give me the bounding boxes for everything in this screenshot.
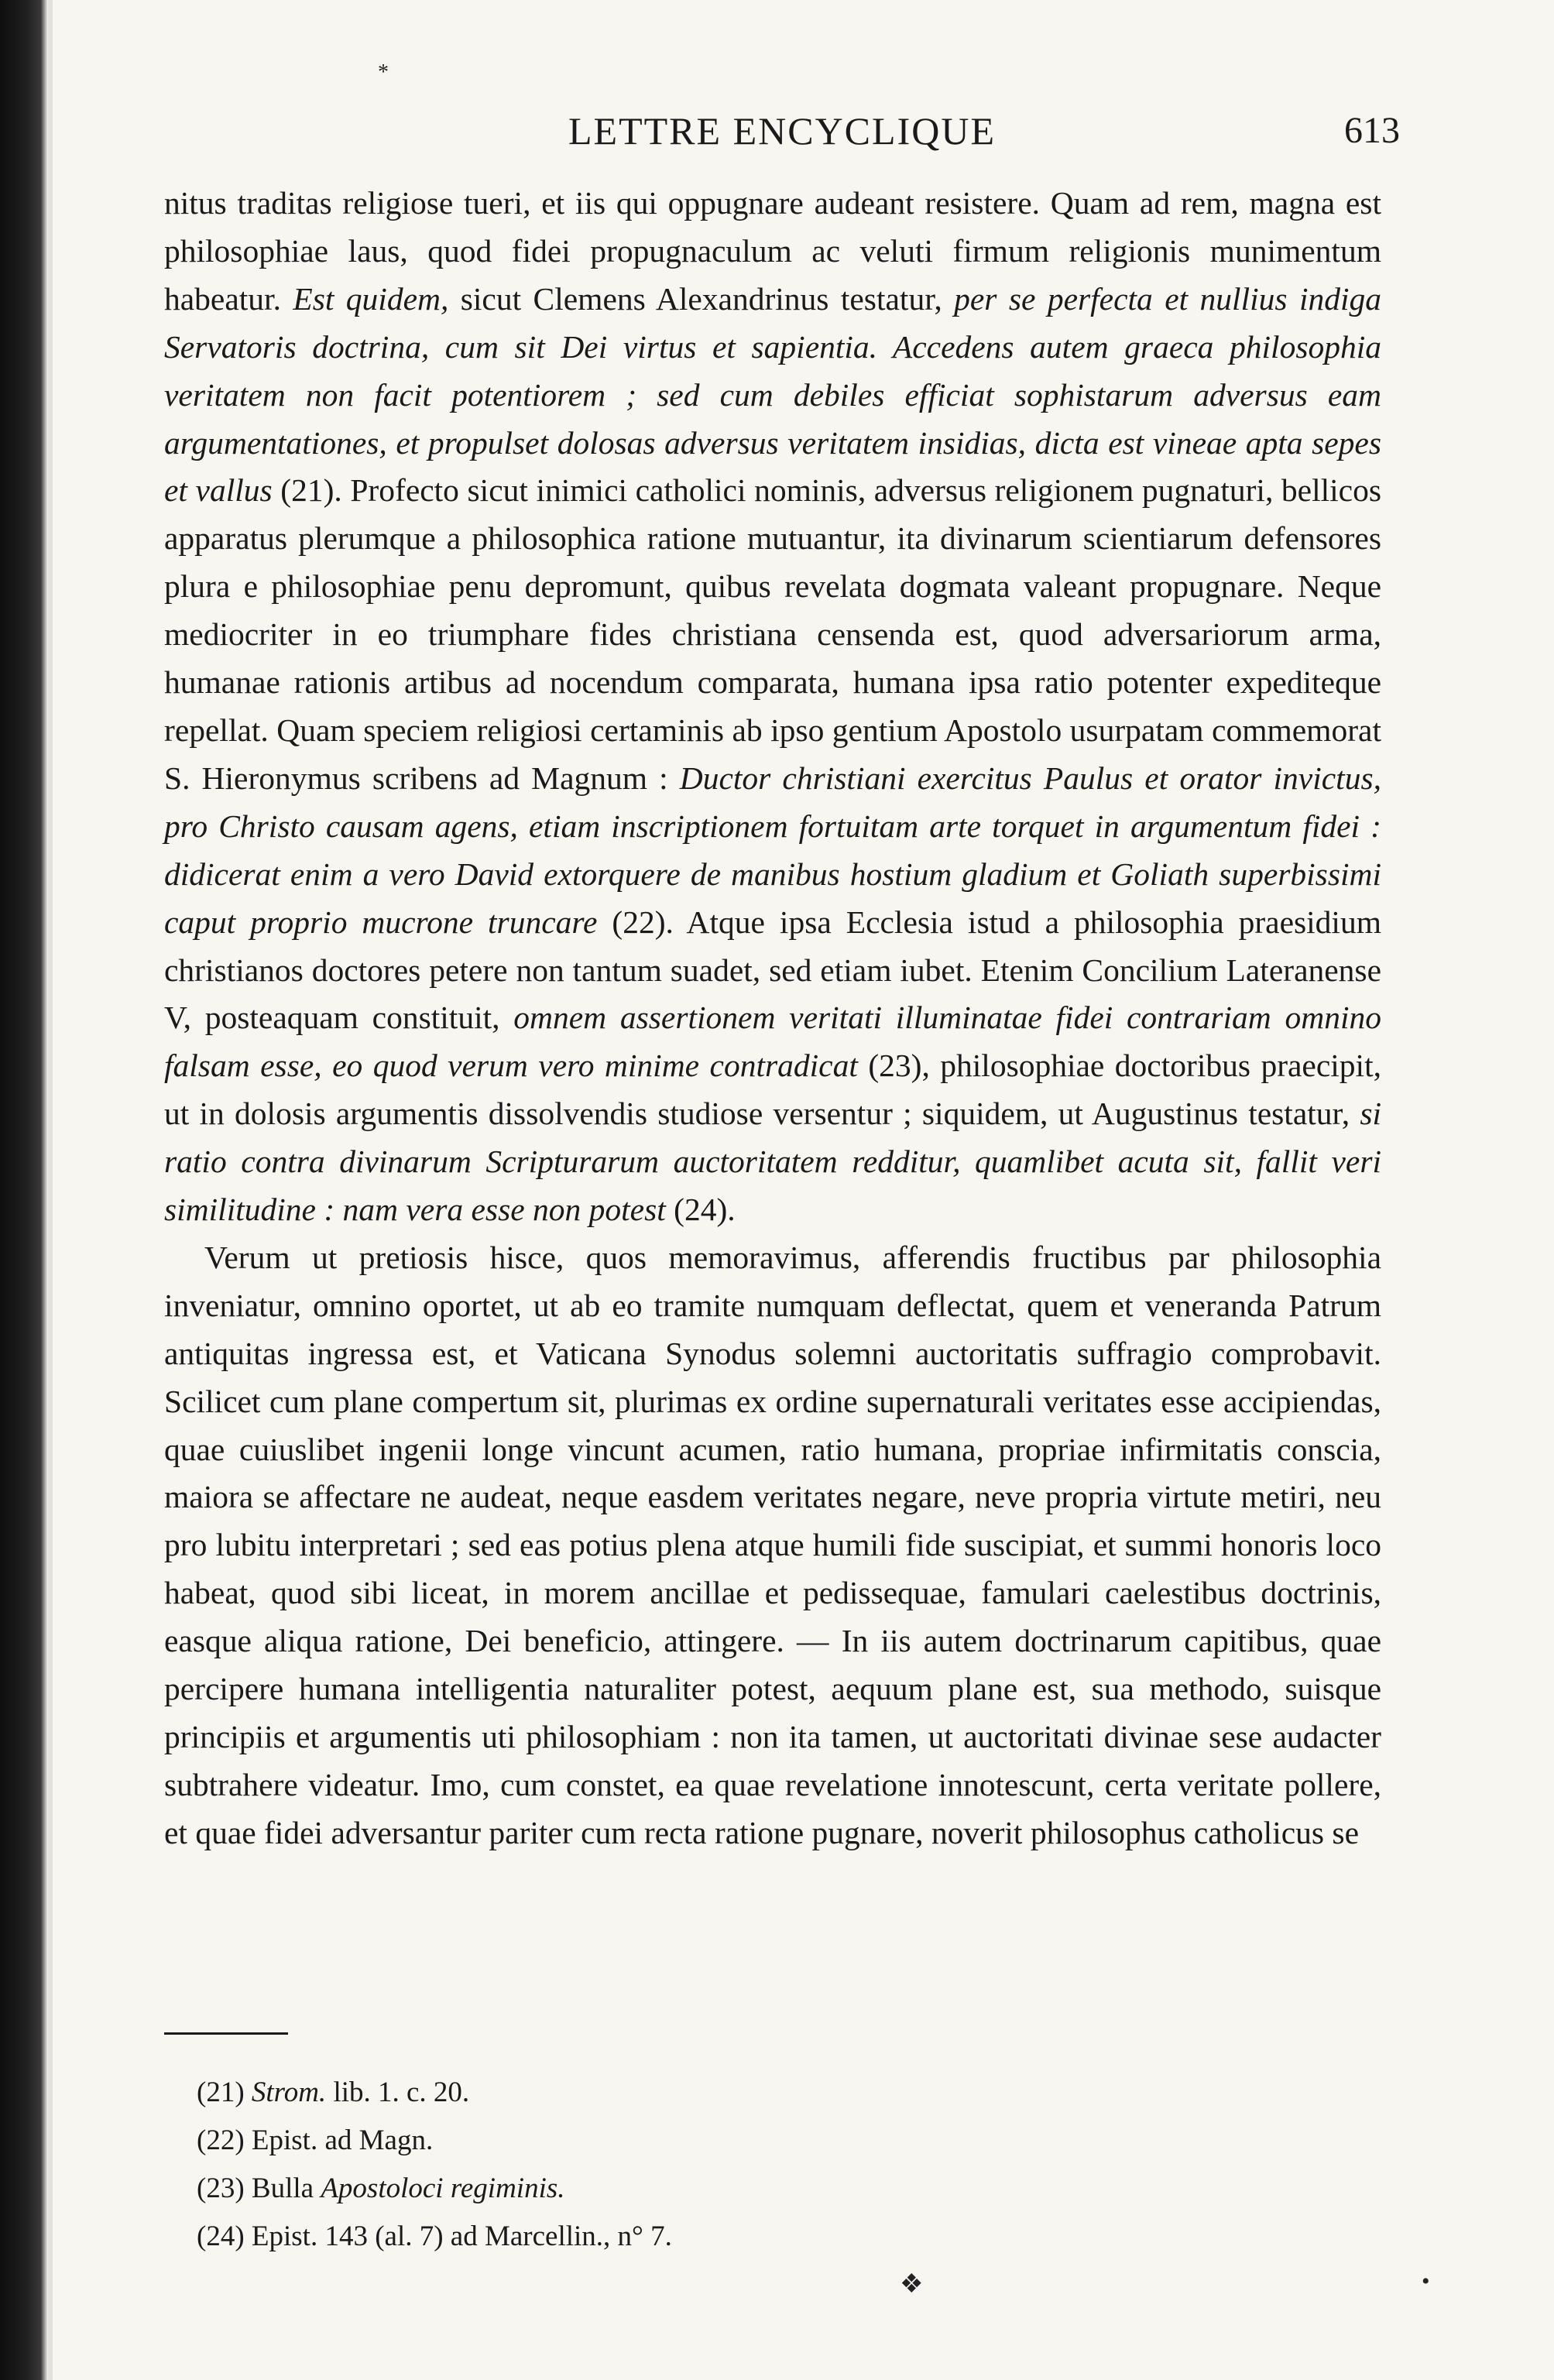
printer-mark-bottom: ❖	[900, 2270, 924, 2299]
footnote-23	[197, 2165, 1281, 2213]
p1-segment-3: (21). Profecto sicut inimici catholici nominis, adversus religionem pugnaturi, bellicos apparatus plerumque a philosophica ratione mutuantur, ita divinarum scientiarum defensores plura e philosophiae penu depromunt, quibus revelata dogmata valeant propugnare. Neque mediocriter in eo triumphare fides christiana censenda est, quod adversariorum arma, humanae rationis artibus ad nocendum comparata, humana ipsa ratio potenter expediteque repellat. Quam speciem religiosi certaminis ab ipso gentium Apostolo usurpatam commemorat S. Hieronymus scribens ad Magnum :	[164, 472, 1381, 796]
footnote-text: Epist. ad Magn.	[251, 2125, 434, 2156]
gutter-edge	[48, 0, 53, 2380]
paragraph-1	[164, 180, 1381, 1234]
footnote-24	[197, 2213, 1281, 2261]
running-title: LETTRE ENCYCLIQUE	[568, 109, 996, 153]
p1-segment-4: (22). Atque ipsa Ecclesia istud a philosophia praesidium christianos doctores petere non tantum suadet, sed etiam iubet. Etenim Concilium Lateranense V, posteaquam constituit,	[164, 904, 1381, 1036]
footnote-italic: Apostoloci regiminis.	[321, 2173, 565, 2204]
p1-quote-clemens: per se perfecta et nullius indiga Servatoris doctrina, cum sit Dei virtus et sapientia. Accedens autem graeca philosophia veritatem non facit potentiorem ; sed cum debiles efficiat sophistarum adversus eam argumentationes, et propulset dolosas adversus veritatem insidias, dicta est vineae apta sepes et vallus	[164, 280, 1382, 509]
printer-mark-dot: •	[1422, 2269, 1430, 2294]
footnote-number: (24)	[197, 2221, 245, 2252]
p1-quote-hieronymus: Ductor christiani exercitus Paulus et orator invictus, pro Christo causam agens, etiam inscriptionem fortuitam arte torquet in argumentum fidei : didicerat enim a vero David extorquere de manibus hostium gladium et Goliath superbissimi caput proprio mucrone truncare	[164, 760, 1381, 940]
footnote-number: (21)	[197, 2076, 245, 2108]
p1-quote-lateran: omnem assertionem veritati illuminatae fidei contrariam omnino falsam esse, eo quod verum vero minime contradicat	[164, 1000, 1382, 1084]
p1-segment-1: nitus traditas religiose tueri, et iis qui oppugnare audeant resistere. Quam ad rem, magna est philosophiae laus, quod fidei propugnaculum ac veluti firmum religionis munimentum habeatur.	[164, 185, 1381, 317]
p1-segment-2: sicut Clemens Alexandrinus testatur,	[448, 280, 955, 317]
p1-segment-6: (24).	[665, 1192, 736, 1228]
footnote-rule	[164, 2032, 288, 2035]
paragraph-2: Verum ut pretiosis hisce, quos memoravimus, afferendis fructibus par philosophia inveniatur, omnino oportet, ut ab eo tramite numquam deflectat, quem et veneranda Patrum antiquitas ingressa est, et Vaticana Synodus solemni auctoritatis suffragio comprobavit. Scilicet cum plane compertum sit, plurimas ex ordine supernaturali veritates esse accipiendas, quae cuiuslibet ingenii longe vincunt acumen, ratio humana, propriae infirmitatis conscia, maiora se affectare ne audeat, neque easdem veritates negare, neve propria virtute metiri, neu pro lubitu interpretari ; sed eas potius plena atque humili fide suscipiat, et summi honoris loco habeat, quod sibi liceat, in morem ancillae et pedissequae, famulari caelestibus doctrinis, easque aliqua ratione, Dei beneficio, attingere. — In iis autem doctrinarum capitibus, quae percipere humana intelligentia naturaliter potest, aequum plane est, sua methodo, suisque principiis et argumentis uti philosophiam : non ita tamen, ut auctoritati divinae sese audacter subtrahere videatur. Imo, cum constet, ea quae revelatione innotescunt, certa veritate pollere, et quae fidei adversantur pariter cum recta ratione pugnare, noverit philosophus catholicus se	[164, 1239, 1381, 1850]
p1-segment-5: (23), philosophiae doctoribus praecipit, ut in dolosis argumentis dissolvendis studiose versentur ; siquidem, ut Augustinus testatur,	[164, 1048, 1381, 1132]
footnote-text: Epist. 143 (al. 7) ad Marcellin., n° 7.	[251, 2221, 672, 2252]
printer-mark-top: *	[378, 60, 389, 84]
page-number: 613	[1344, 110, 1400, 151]
footnote-text: lib. 1. c. 20.	[326, 2076, 470, 2108]
p1-quote-1: Est quidem,	[293, 280, 449, 317]
footnote-22	[197, 2117, 1281, 2165]
footnote-number: (22)	[197, 2125, 245, 2156]
p1-quote-augustinus: si ratio contra divinarum Scripturarum auctoritatem redditur, quamlibet acuta sit, fallit veri similitudine : nam vera esse non potest	[164, 1096, 1381, 1228]
footnote-italic: Strom.	[251, 2076, 327, 2108]
footnote-text: Bulla	[251, 2173, 321, 2204]
book-spine-shadow	[0, 0, 48, 2380]
footnote-number: (23)	[197, 2173, 245, 2204]
running-header	[164, 99, 1400, 163]
main-text	[164, 180, 1381, 1857]
footnote-21	[197, 2069, 1281, 2117]
footnotes	[197, 2069, 1281, 2261]
